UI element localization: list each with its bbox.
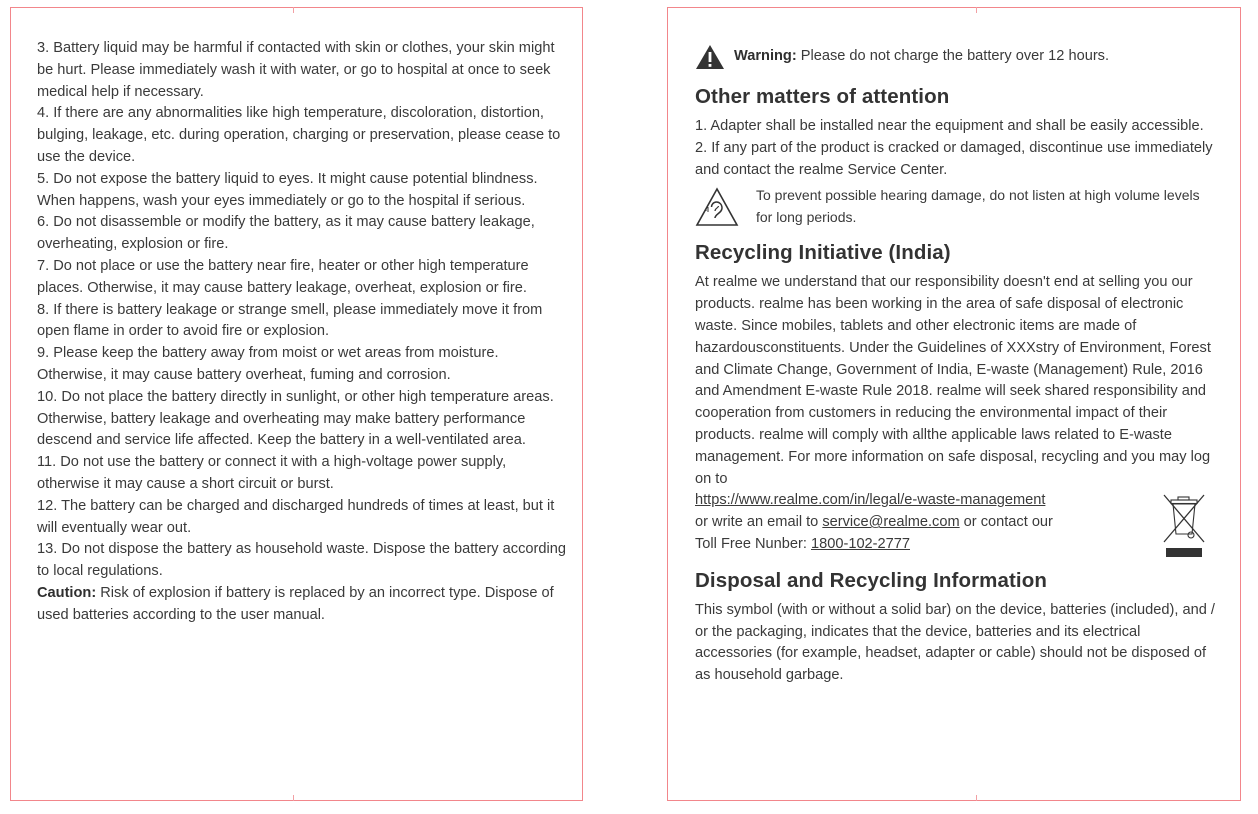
e-waste-link[interactable]: https://www.realme.com/in/legal/e-waste-management <box>695 492 1046 509</box>
phone-prefix: Toll Free Nunber: <box>695 535 811 552</box>
crop-mark <box>293 795 294 801</box>
list-item: 8. If there is battery leakage or strange smell, please immediately move it from open flame in order to avoid fire or explosion. <box>37 301 543 340</box>
warning-text: Please do not charge the battery over 12 hours. <box>796 48 1110 65</box>
crop-mark <box>976 795 977 801</box>
disposal-body: This symbol (with or without a solid bar) on the device, batteries (included), and / or the packaging, indicates that the device, batteries and its electrical accessories (for example, headset, adapter or cable) should not be disposed of as household garbage. <box>695 601 1215 684</box>
email-prefix: or write an email to <box>695 514 823 531</box>
hearing-warning <box>695 185 1215 228</box>
battery-safety-list <box>37 38 567 627</box>
list-item: 1. Adapter shall be installed near the equipment and shall be easily accessible. <box>695 118 1204 134</box>
warning-note <box>695 44 1215 70</box>
caution-label: Caution: <box>37 584 97 601</box>
right-page <box>667 7 1241 801</box>
crossed-out-bin-icon <box>1161 492 1207 558</box>
left-page <box>10 7 583 801</box>
list-item: 5. Do not expose the battery liquid to eyes. It might cause potential blindness. When happens, wash your eyes immediately or go to the hospital if serious. <box>37 170 538 209</box>
phone-link[interactable]: 1800-102-2777 <box>811 535 910 552</box>
list-item: 9. Please keep the battery away from moist or wet areas from moisture. Otherwise, it may cause battery overheat, fuming and corrosion. <box>37 345 499 383</box>
list-item: 6. Do not disassemble or modify the battery, as it may cause battery leakage, overheating, explosion or fire. <box>37 214 535 253</box>
recycling-heading: Recycling Initiative (India) <box>695 241 951 265</box>
list-item: 4. If there are any abnormalities like high temperature, discoloration, distortion, bulging, leakage, etc. during operation, charging or preservation, please cease to use the device. <box>37 105 561 165</box>
recycling-body: At realme we understand that our responsibility doesn't end at selling you our products. realme has been working in the area of safe disposal of electronic waste. Since mobiles, tablets and other electronic items are made of hazardousconstituents. Under the Guidelines of XXXstry of Environment, Forest and Climate Change, Government of India, E-waste (Management) Rule, 2016 and Amendment E-waste Rule 2018. realme will seek shared responsibility and cooperation from customers in reducing the environmental impact of their products. realme will comply with allthe applicable laws related to E-waste management. For more information on safe disposal, recycling and you may log on to <box>695 274 1211 487</box>
caution-text: Risk of explosion if battery is replaced by an incorrect type. Dispose of used batteries according to the user manual. <box>37 584 554 623</box>
other-matters-heading: Other matters of attention <box>695 85 950 108</box>
crop-mark <box>293 7 294 13</box>
list-item: 2. If any part of the product is cracked or damaged, discontinue use immediately and contact the realme Service Center. <box>695 139 1213 178</box>
hearing-damage-icon <box>695 187 739 227</box>
hearing-text: To prevent possible hearing damage, do not listen at high volume levels for long periods. <box>756 187 1200 225</box>
list-item: 13. Do not dispose the battery as household waste. Dispose the battery according to local regulations. <box>37 541 566 580</box>
disposal-heading: Disposal and Recycling Information <box>695 568 1047 592</box>
contact-block <box>695 490 1215 555</box>
list-item: 11. Do not use the battery or connect it with a high-voltage power supply, otherwise it may cause a short circuit or burst. <box>37 454 507 492</box>
crop-mark <box>976 7 977 13</box>
warning-label: Warning: <box>734 48 797 65</box>
caution-note <box>37 583 567 627</box>
email-suffix: or contact our <box>959 514 1053 531</box>
warning-triangle-icon <box>695 44 725 70</box>
email-link[interactable]: service@realme.com <box>822 514 960 531</box>
list-item: 3. Battery liquid may be harmful if contacted with skin or clothes, your skin might be hurt. Please immediately wash it with water, or go to hospital at once to seek medical help if necessary. <box>37 40 555 100</box>
list-item: 7. Do not place or use the battery near fire, heater or other high temperature places. Otherwise, it may cause battery leakage, overheat, explosion or fire. <box>37 257 529 296</box>
list-item: 12. The battery can be charged and discharged hundreds of times at least, but it will eventually wear out. <box>37 497 555 536</box>
list-item: 10. Do not place the battery directly in sunlight, or other high temperature areas. Otherwise, battery leakage and overheating may make battery performance descend and service life affected. Keep the battery in a well-ventilated area. <box>37 388 554 449</box>
